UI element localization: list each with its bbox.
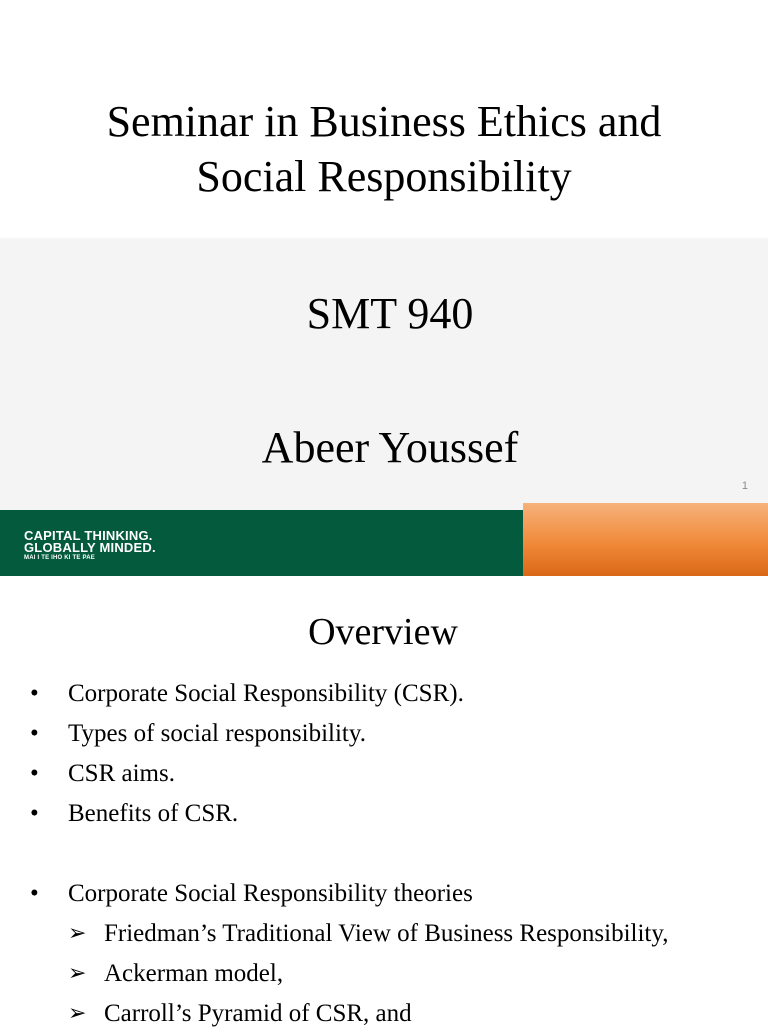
brand-tagline: MAI I TE IHO KI TE PAE	[24, 555, 95, 561]
bullet-item	[0, 676, 768, 716]
bullet-dot-icon: •	[30, 680, 39, 707]
bullet-text: Types of social responsibility.	[68, 720, 366, 747]
overview-bullet-list	[0, 676, 768, 1036]
slide-title-line-1: Seminar in Business Ethics and	[106, 97, 662, 146]
bullet-dot-icon: •	[30, 720, 39, 747]
university-logo	[24, 530, 156, 562]
author-name: Abeer Youssef	[261, 423, 519, 472]
bullet-dot-icon: •	[30, 800, 39, 827]
bullet-dot-icon: •	[30, 880, 39, 907]
bullet-item	[0, 876, 768, 916]
sub-bullet-text: Carroll’s Pyramid of CSR, and	[104, 1000, 412, 1027]
sub-bullet-item	[0, 916, 768, 956]
arrow-bullet-icon: ➢	[68, 921, 87, 946]
bullet-spacer	[0, 836, 768, 876]
bullet-text: Corporate Social Responsibility (CSR).	[68, 680, 464, 707]
sub-bullet-text: Friedman’s Traditional View of Business Responsibility,	[104, 920, 669, 947]
bullet-item	[0, 716, 768, 756]
slide-number: 1	[741, 480, 748, 492]
overview-slide	[0, 576, 768, 1027]
footer-accent-block	[523, 503, 768, 576]
brand-line-1: CAPITAL THINKING.	[24, 528, 153, 543]
bullet-text: Corporate Social Responsibility theories	[68, 880, 473, 907]
sub-bullet-text: Ackerman model,	[104, 960, 284, 987]
bullet-text: CSR aims.	[68, 760, 175, 787]
overview-title: Overview	[308, 611, 458, 653]
slide-title	[0, 94, 768, 204]
sub-bullet-item	[0, 956, 768, 996]
footer-brand-band	[0, 510, 523, 576]
sub-bullet-item	[0, 996, 768, 1036]
bullet-text: Benefits of CSR.	[68, 800, 239, 827]
bullet-dot-icon: •	[30, 760, 39, 787]
brand-line-2: GLOBALLY MINDED.	[24, 540, 156, 555]
bullet-item	[0, 796, 768, 836]
course-code: SMT 940	[306, 289, 474, 338]
arrow-bullet-icon: ➢	[68, 961, 87, 986]
bullet-item	[0, 756, 768, 796]
slide-title-line-2: Social Responsibility	[196, 152, 572, 201]
arrow-bullet-icon: ➢	[68, 1001, 87, 1026]
